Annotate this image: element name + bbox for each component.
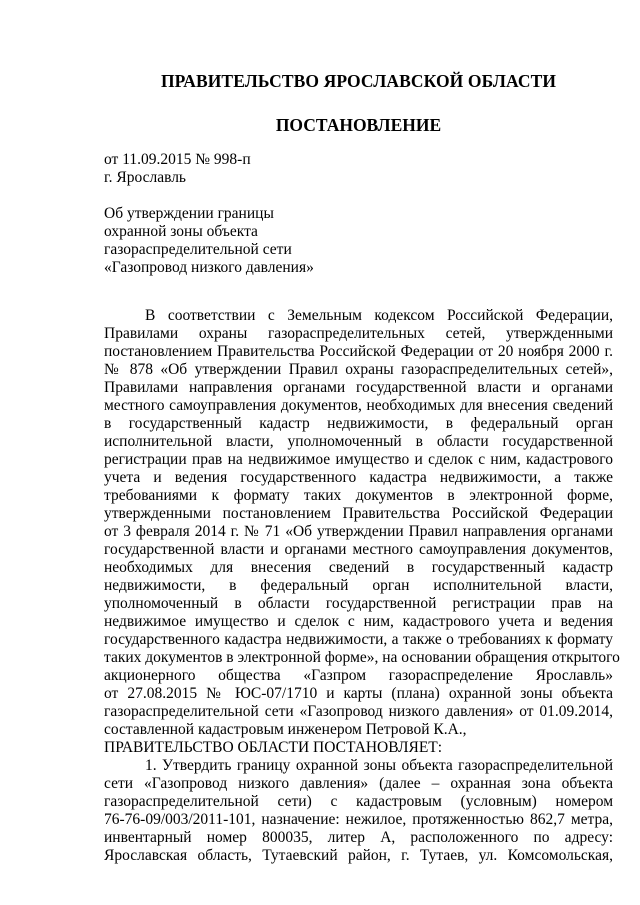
preamble-line: требованиями к формату таких документов в электронной форме, <box>104 487 613 504</box>
date-number: от 11.09.2015 № 998-п <box>104 151 251 168</box>
preamble-line: В соответствии с Земельным кодексом Российской Федерации, <box>145 307 613 324</box>
preamble-line: № 878 «Об утверждении Правил охраны газораспределительных сетей», <box>104 361 613 378</box>
preamble-line: местного самоуправления документов, необходимых для внесения сведений <box>104 397 613 414</box>
preamble-line: исполнительной власти, уполномоченный в области государственной <box>104 433 613 450</box>
document-subject <box>104 205 314 277</box>
subject-line: охранной зоны объекта <box>104 223 258 240</box>
city: г. Ярославль <box>104 169 186 186</box>
subject-line: «Газопровод низкого давления» <box>104 259 314 276</box>
item-1-paragraph <box>104 757 613 865</box>
item-1-line: газораспределительной сети) с кадастровым (условным) номером <box>104 793 613 810</box>
preamble-paragraph <box>104 307 620 739</box>
preamble-line: недвижимости, в федеральный орган исполнительной власти, <box>104 577 613 594</box>
preamble-line: таких документов в электронной форме», на основании обращения открытого <box>104 649 620 666</box>
item-1-line: инвентарный номер 800035, литер А, расположенного по адресу: <box>104 829 613 846</box>
preamble-line: регистрации прав на недвижимое имущество и сделок с ним, кадастрового <box>104 451 613 468</box>
preamble-line: недвижимое имущество и сделок с ним, кадастрового учета и ведения <box>104 613 613 630</box>
item-1-line: 76-76-09/003/2011-101, назначение: нежилое, протяженностью 862,7 метра, <box>104 811 613 828</box>
subject-line: Об утверждении границы <box>104 205 274 222</box>
document-type: ПОСТАНОВЛЕНИЕ <box>275 115 442 135</box>
preamble-line: акционерного общества «Газпром газораспределение Ярославль» <box>104 667 613 684</box>
preamble-line: учета и ведения государственного кадастра недвижимости, а также <box>104 469 613 486</box>
preamble-line: постановлением Правительства Российской Федерации от 20 ноября 2000 г. <box>104 343 613 360</box>
preamble-line: государственного кадастра недвижимости, а также о требованиях к формату <box>104 631 613 648</box>
item-1-line: Ярославская область, Тутаевский район, г. Тутаев, ул. Комсомольская, <box>104 847 613 864</box>
item-1-line: сети «Газопровод низкого давления» (далее – охранная зона объекта <box>104 775 613 792</box>
preamble-line: Правилами направления органами государственной власти и органами <box>104 379 613 396</box>
authority-title: ПРАВИТЕЛЬСТВО ЯРОСЛАВСКОЙ ОБЛАСТИ <box>160 71 557 91</box>
preamble-line: утвержденными постановлением Правительства Российской Федерации <box>104 505 613 522</box>
preamble-line: государственной власти и органами местного самоуправления документов, <box>104 541 613 558</box>
preamble-line: необходимых для внесения сведений в государственный кадастр <box>104 559 613 576</box>
preamble-line: в государственный кадастр недвижимости, в федеральный орган <box>104 415 613 432</box>
preamble-line: от 3 февраля 2014 г. № 71 «Об утверждении Правил направления органами <box>104 523 613 540</box>
preamble-line: газораспределительной сети «Газопровод низкого давления» от 01.09.2014, <box>104 703 613 720</box>
preamble-line: от 27.08.2015 № ЮС-07/1710 и карты (плана) охранной зоны объекта <box>104 685 613 702</box>
preamble-line: составленной кадастровым инженером Петровой К.А., <box>104 721 467 738</box>
preamble-line: уполномоченный в области государственной регистрации прав на <box>104 595 613 612</box>
resolves-text: ПРАВИТЕЛЬСТВО ОБЛАСТИ ПОСТАНОВЛЯЕТ: <box>104 739 443 756</box>
subject-line: газораспределительной сети <box>104 241 292 258</box>
preamble-line: Правилами охраны газораспределительных сетей, утвержденными <box>104 325 613 342</box>
document-body <box>104 307 620 865</box>
item-1-line: 1. Утвердить границу охранной зоны объекта газораспределительной <box>145 757 613 774</box>
resolves-line <box>104 739 613 757</box>
document-meta <box>104 151 251 187</box>
